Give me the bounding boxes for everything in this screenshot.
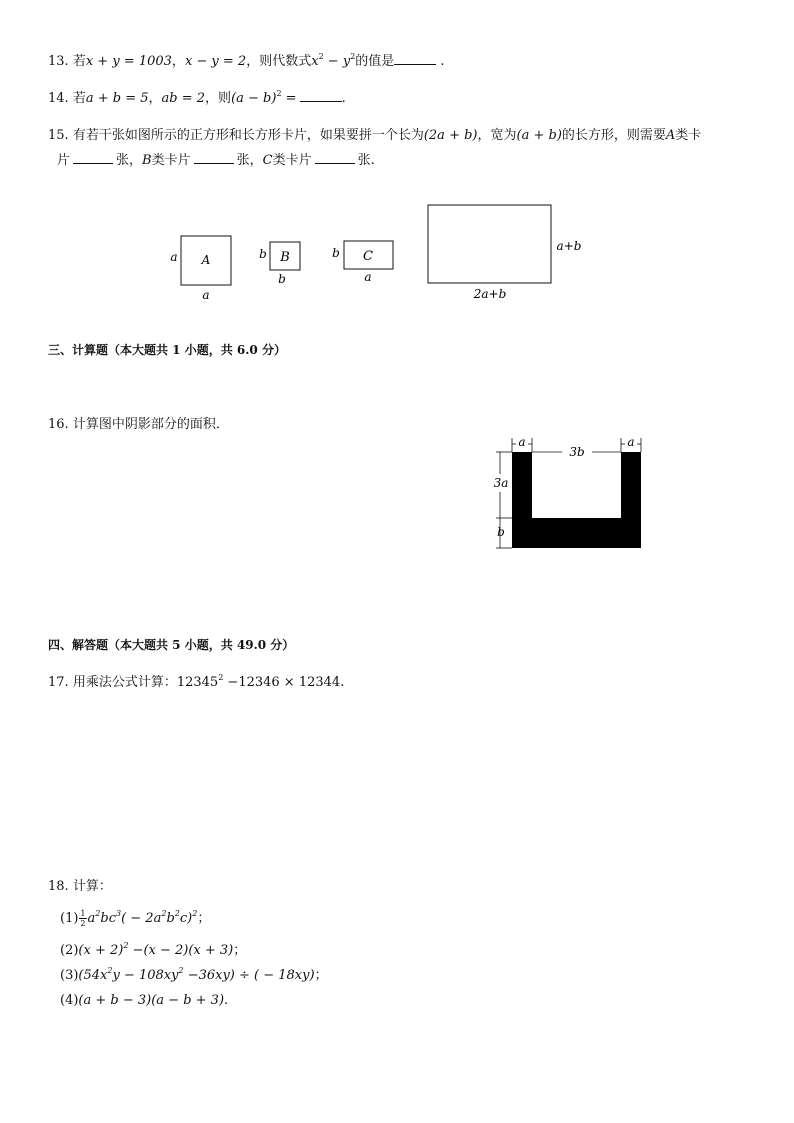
exponent: 2 — [276, 89, 282, 98]
question-text: 张， — [236, 153, 263, 168]
equals: = — [281, 91, 297, 106]
condition-1: x + y = 1003 — [85, 54, 172, 69]
term: bc — [100, 911, 116, 926]
expression-y: y — [342, 54, 351, 69]
section-heading-4: 四、解答题（本大题共 5 小题，共 49.0 分） — [48, 638, 295, 652]
exponent: 2 — [174, 909, 180, 918]
dim-label-top-mid: 3b — [569, 445, 585, 459]
question-text: ，宽为 — [477, 128, 517, 143]
subquestion-label: (1) — [60, 911, 79, 926]
fraction — [79, 909, 86, 928]
card-a-side-label: a — [170, 250, 178, 264]
question-number: 13. — [48, 54, 69, 69]
period: . — [341, 91, 346, 106]
separator: ； — [314, 968, 328, 983]
exponent: 2 — [178, 966, 184, 975]
expression-base: 12345 — [176, 675, 219, 690]
exponent: 2 — [161, 909, 167, 918]
question-16 — [48, 416, 229, 434]
expression-rest: −12346 × 12344 — [223, 675, 341, 690]
term: (54x — [78, 968, 108, 983]
minus: − — [323, 54, 343, 69]
exponent: 2 — [95, 909, 101, 918]
separator: ； — [197, 911, 211, 926]
card-figure — [0, 0, 794, 320]
card-b-inner-label: B — [280, 250, 290, 265]
shaded-region — [512, 452, 641, 548]
exponent: 2 — [123, 941, 129, 950]
question-text: 计算图中阴影部分的面积． — [72, 417, 229, 432]
question-text: 类卡片 — [272, 153, 312, 168]
exponent: 2 — [107, 966, 113, 975]
question-number: 16. — [48, 417, 69, 432]
subquestion-1 — [60, 908, 210, 930]
term: ( − 2a — [121, 911, 162, 926]
question-18 — [48, 878, 112, 896]
separator: ； — [233, 943, 247, 958]
section-heading-3: 三、计算题（本大题共 1 小题，共 6.0 分） — [48, 343, 286, 357]
term: a — [87, 911, 96, 926]
length-expression: (2a + b) — [423, 128, 478, 143]
term: (a + b − 3)(a − b + 3) — [78, 993, 225, 1008]
question-text: 的长方形，则需要 — [561, 128, 666, 143]
exponent: 2 — [192, 909, 198, 918]
question-text: 有若干张如图所示的正方形和长方形卡片，如果要拼一个长为 — [72, 128, 424, 143]
subquestion-2 — [60, 942, 246, 960]
exponent: 2 — [218, 673, 224, 682]
shaded-area-figure — [470, 430, 670, 560]
question-text: ，则 — [205, 91, 232, 106]
subquestion-3 — [60, 967, 328, 985]
card-b-side-label: b — [259, 247, 267, 261]
card-c-bottom-label: a — [364, 270, 372, 284]
card-a-label: A — [665, 128, 676, 143]
question-17 — [48, 674, 344, 692]
target-rectangle-side-label: a+b — [556, 239, 582, 253]
question-text: 用乘法公式计算： — [72, 675, 177, 690]
question-text: 计算： — [72, 879, 112, 894]
width-expression: (a + b) — [516, 128, 562, 143]
exponent: 3 — [115, 909, 122, 918]
card-c-label: C — [262, 153, 273, 168]
question-text: 张. — [357, 153, 375, 168]
condition-2: ab = 2 — [161, 91, 206, 106]
exponent: 2 — [318, 52, 324, 61]
term: y − 108xy — [112, 968, 179, 983]
term: b — [166, 911, 175, 926]
card-b-bottom-label: b — [278, 272, 286, 286]
period: . — [340, 675, 345, 690]
card-a-inner-label: A — [201, 253, 211, 267]
question-number: 17. — [48, 675, 69, 690]
fraction-denominator: 2 — [80, 919, 86, 928]
period: . — [224, 993, 229, 1008]
question-text: 类卡片 — [151, 153, 191, 168]
question-text: 类卡 — [675, 128, 702, 143]
question-text: ，则代数式 — [246, 54, 312, 69]
exponent: 2 — [350, 52, 356, 61]
subquestion-label: (4) — [60, 993, 79, 1008]
condition-1: a + b = 5 — [85, 91, 149, 106]
expression-x: x — [311, 54, 319, 69]
subquestion-label: (2) — [60, 943, 79, 958]
card-b-label: B — [142, 153, 152, 168]
dim-label-side-lower: b — [497, 525, 505, 539]
term: −36xy) ÷ ( − 18xy) — [183, 968, 315, 983]
subquestion-label: (3) — [60, 968, 79, 983]
question-number: 14. — [48, 91, 69, 106]
subquestion-4 — [60, 992, 228, 1010]
term: −(x − 2)(x + 3) — [128, 943, 234, 958]
question-text: 的值是 — [355, 54, 395, 69]
period: . — [436, 54, 445, 69]
expression: (a − b) — [231, 91, 277, 106]
condition-2: x − y = 2 — [184, 54, 247, 69]
question-number: 15. — [48, 128, 69, 143]
card-c-inner-label: C — [363, 249, 373, 264]
target-rectangle-bottom-label: 2a+b — [473, 287, 507, 301]
question-text: 片 — [57, 153, 71, 168]
dim-label-top-right: a — [627, 435, 635, 449]
question-text: 张， — [116, 153, 143, 168]
card-a-bottom-label: a — [202, 288, 210, 302]
question-number: 18. — [48, 879, 69, 894]
term: c) — [179, 911, 193, 926]
term: (x + 2) — [78, 943, 124, 958]
question-lead: 若 — [72, 91, 86, 106]
dim-label-top-left: a — [518, 435, 526, 449]
target-rectangle — [428, 205, 551, 283]
separator: ， — [148, 91, 162, 106]
card-c-side-label: b — [332, 246, 340, 260]
fraction-numerator: 1 — [80, 909, 86, 918]
separator: ， — [171, 54, 185, 69]
dim-label-side-upper: 3a — [493, 476, 509, 490]
question-lead: 若 — [72, 54, 86, 69]
